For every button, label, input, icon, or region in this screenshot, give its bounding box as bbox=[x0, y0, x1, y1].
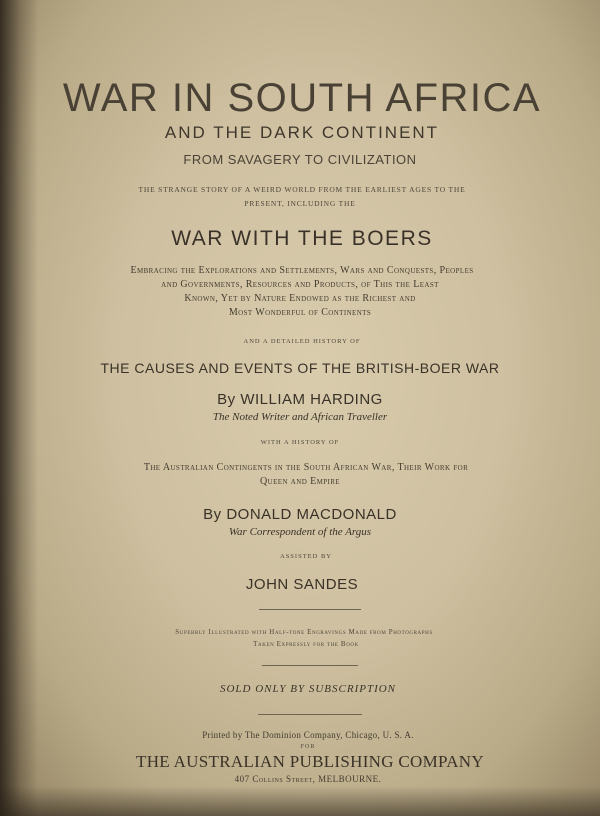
boers-heading: WAR WITH THE BOERS bbox=[171, 227, 433, 250]
embracing-line-2: and Governments, Resources and Products, of This the Least bbox=[161, 279, 439, 290]
publisher-name: THE AUSTRALIAN PUBLISHING COMPANY bbox=[136, 752, 484, 771]
book-title: WAR IN SOUTH AFRICA bbox=[62, 76, 542, 120]
divider-rule bbox=[258, 714, 362, 715]
assisted-by-label: ASSISTED BY bbox=[280, 553, 332, 560]
illustration-note-line-1: Superbly Illustrated with Half-tone Engravings Made from Photographs bbox=[175, 628, 433, 636]
with-history-label: WITH A HISTORY OF bbox=[260, 439, 340, 446]
author-macdonald-description: War Correspondent of the Argus bbox=[228, 526, 372, 538]
page-bottom-shadow bbox=[0, 786, 600, 816]
embracing-line-4: Most Wonderful of Continents bbox=[228, 307, 372, 318]
printer-line: Printed by The Dominion Company, Chicago, U. S. A. bbox=[202, 730, 414, 740]
description-line-1: THE STRANGE STORY OF A WEIRD WORLD FROM THE EARLIEST AGES TO THE bbox=[138, 185, 466, 194]
description-line-2: PRESENT, INCLUDING THE bbox=[244, 199, 356, 208]
embracing-line-1: Embracing the Explorations and Settlements, Wars and Conquests, Peoples bbox=[130, 265, 474, 276]
author-harding-description: The Noted Writer and African Traveller bbox=[212, 411, 388, 423]
australian-line-2: Queen and Empire bbox=[260, 476, 340, 487]
divider-rule bbox=[259, 609, 361, 610]
australian-line-1: The Australian Contingents in the South African War, Their Work for bbox=[143, 462, 469, 473]
author-sandes: JOHN SANDES bbox=[245, 576, 359, 593]
detailed-history-label: AND A DETAILED HISTORY OF bbox=[243, 338, 361, 345]
book-subtitle-secondary: FROM SAVAGERY TO CIVILIZATION bbox=[183, 152, 417, 167]
embracing-line-3: Known, Yet by Nature Endowed as the Richest and bbox=[184, 293, 416, 304]
divider-rule bbox=[262, 665, 358, 666]
for-label: FOR bbox=[300, 744, 316, 750]
publisher-address: 407 Collins Street, MELBOURNE. bbox=[234, 774, 382, 784]
author-macdonald: By DONALD MACDONALD bbox=[203, 506, 397, 523]
book-subtitle: AND THE DARK CONTINENT bbox=[164, 123, 440, 142]
sold-by-subscription: SOLD ONLY BY SUBSCRIPTION bbox=[219, 683, 397, 695]
illustration-note-line-2: Taken Expressly for the Book bbox=[253, 640, 359, 648]
causes-heading: THE CAUSES AND EVENTS OF THE BRITISH-BOER WAR bbox=[100, 360, 500, 376]
author-harding: By WILLIAM HARDING bbox=[217, 391, 383, 408]
